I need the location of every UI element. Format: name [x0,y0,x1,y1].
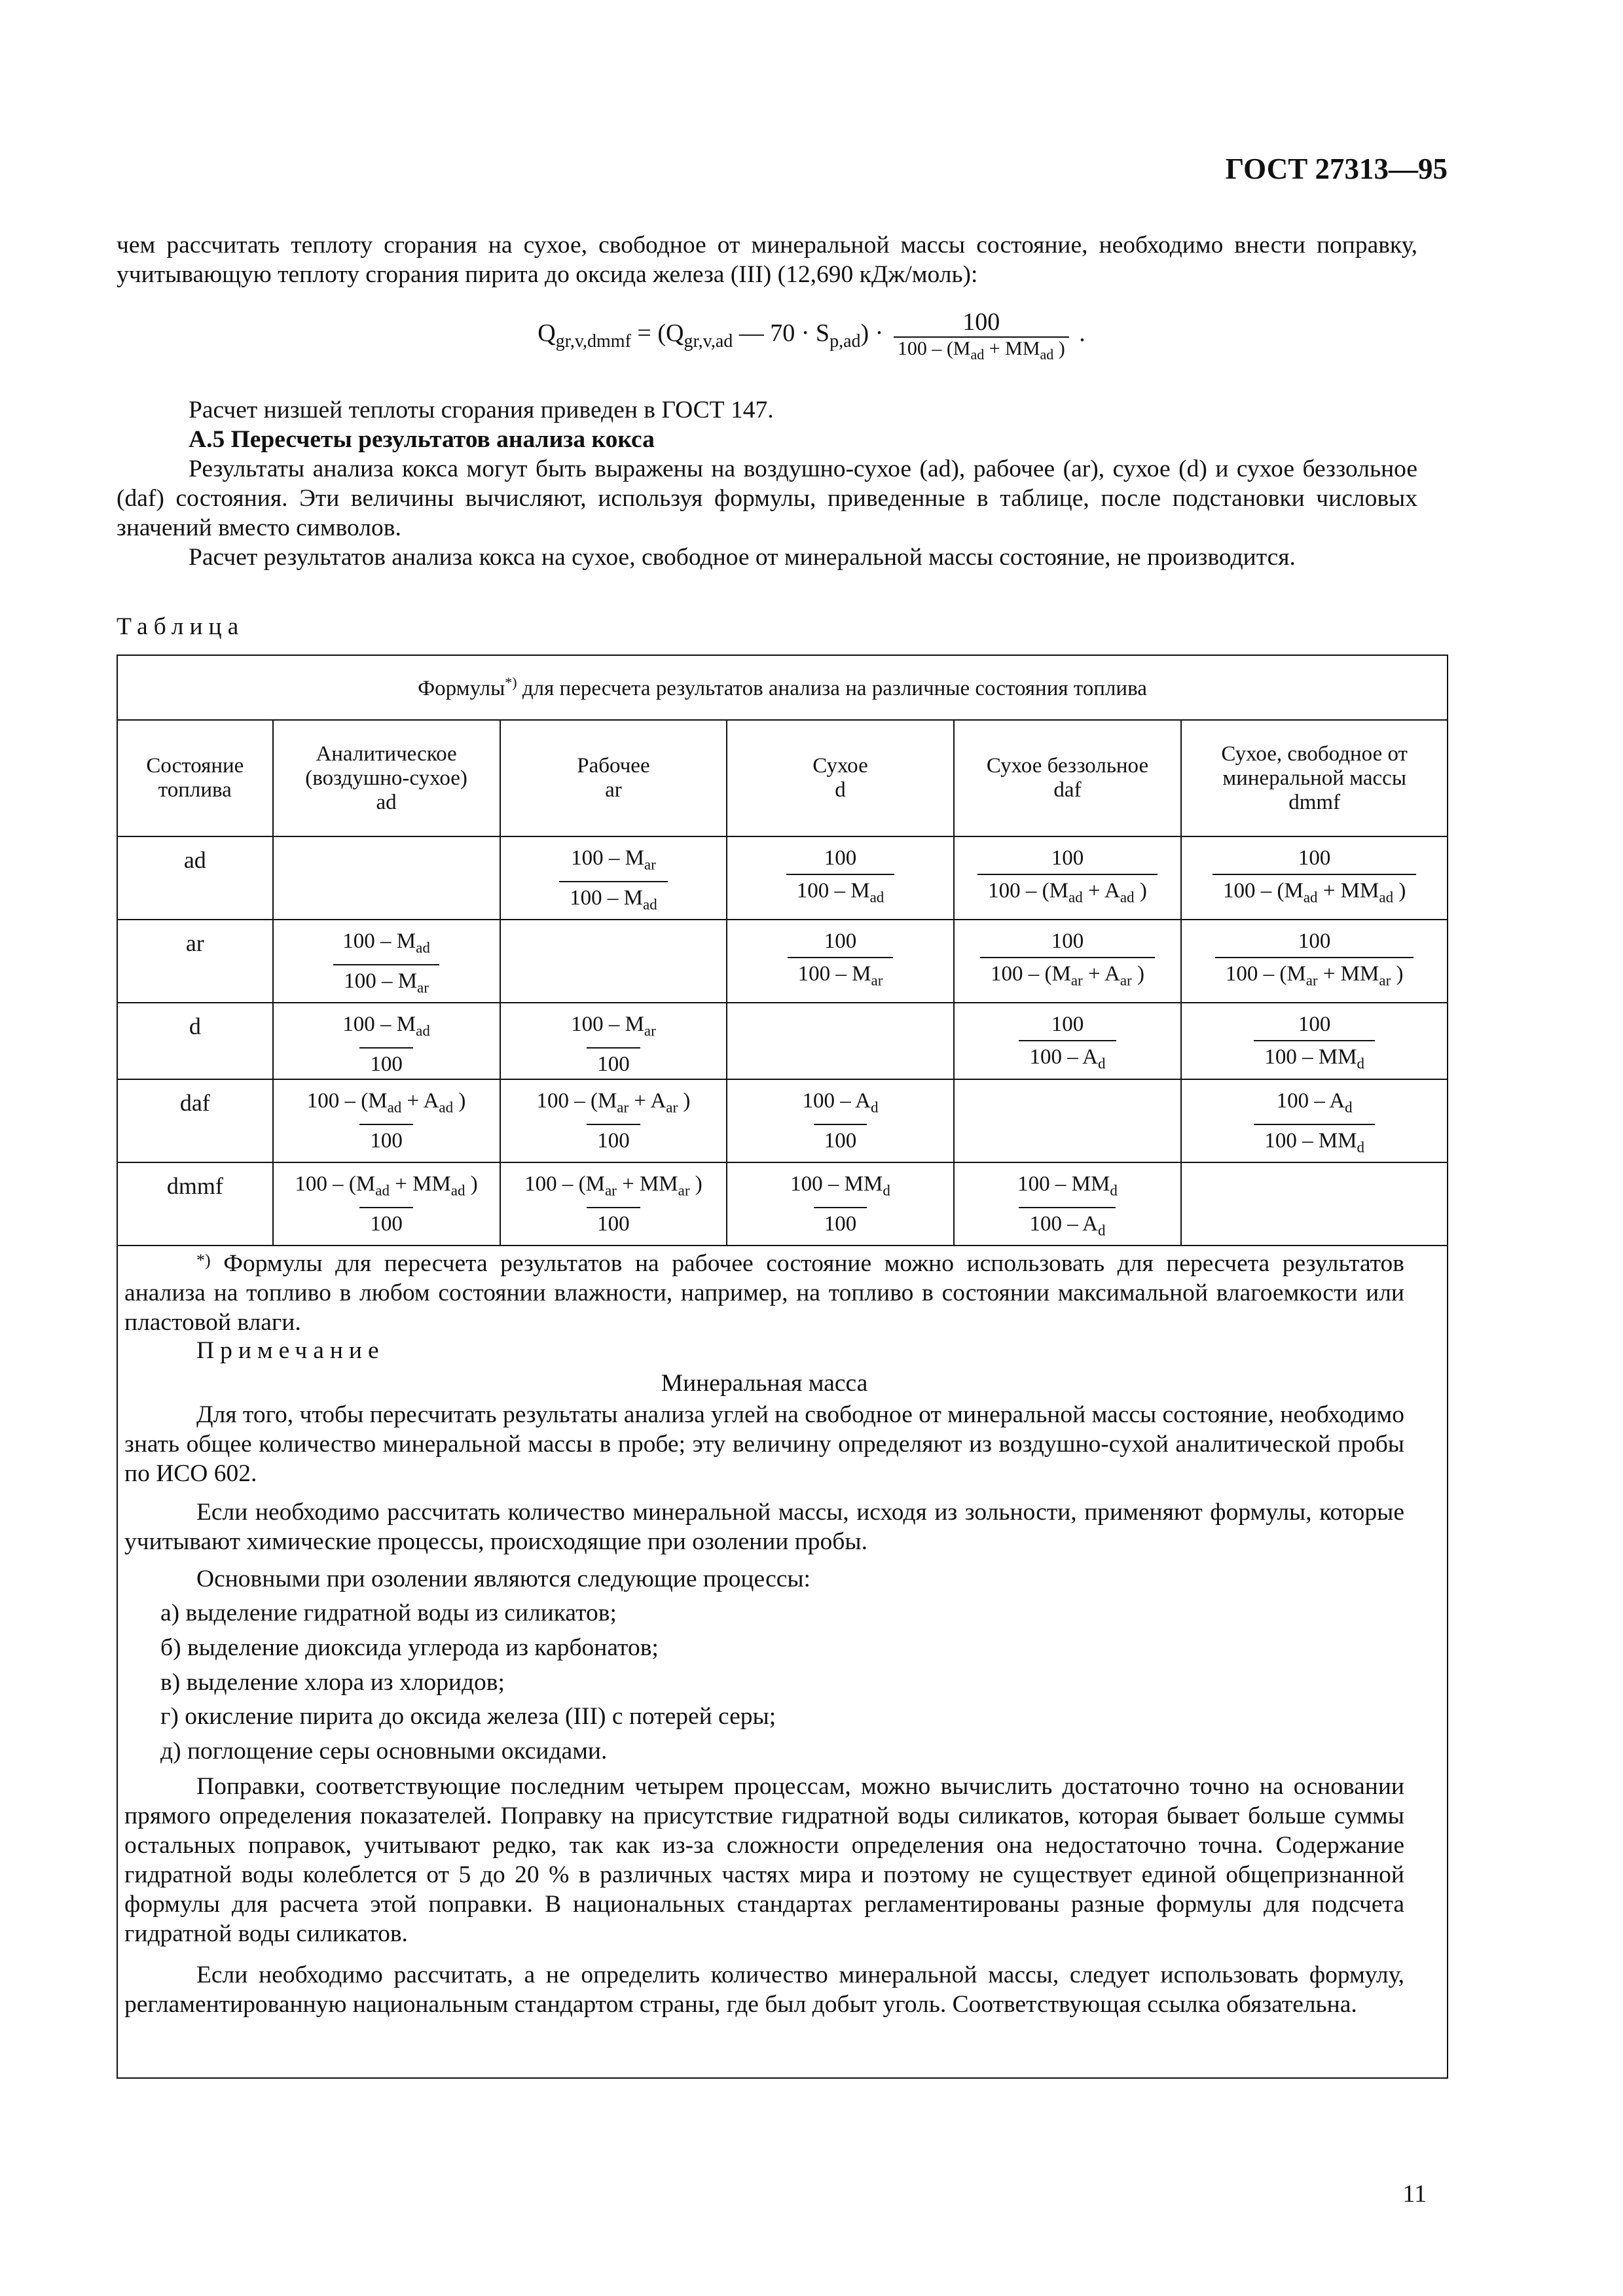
formula-text: 100 [597,1128,630,1153]
formula-text: 100 [1298,846,1331,870]
header-line: daf [1053,778,1082,802]
formula-text: 100 [370,1211,403,1236]
formula-text: 100 [1051,1013,1084,1037]
formula-text: 100 – (M [988,879,1068,903]
fraction-denominator [1254,1124,1375,1162]
row-label: ad [117,836,273,920]
fraction [792,1086,888,1155]
fraction-numerator [560,844,666,881]
table-row [117,920,1448,1003]
formula-subscript: ad [1120,889,1135,906]
formula-subscript: d [1345,1099,1353,1116]
formula-text: 100 [824,1128,857,1153]
formula-text: ) [1391,962,1404,986]
formula-text: 100 – A [802,1088,871,1113]
formula-text: 100 – M [570,886,643,910]
fraction-numerator [284,1170,488,1207]
note-paragraph: Основными при озолении являются следующие процессы: [196,1566,811,1592]
header-line: Состояние [146,754,244,778]
formula-q-sub: gr,v,ad [684,331,733,351]
table-row [117,836,1448,920]
formula-text: 100 – M [344,969,418,993]
formula-cell [500,1003,727,1079]
note-paragraph: Для того, чтобы пересчитать результаты анализа углей на свободное от минеральной массы состояние, необходимо знать общее количество минеральной массы в пробе; эту величину определяют из воздушно-сухой аналитической пробы по ИСО 602. [124,1401,1404,1487]
formula-text: 100 – M [571,1013,644,1037]
document-number: ГОСТ 27313—95 [1225,152,1448,185]
formula-text: 100 – (M [524,1172,605,1196]
formula-text: 100 – A [1029,1211,1098,1236]
fraction [1019,1010,1116,1079]
formula-subscript: ar [1070,972,1083,989]
formula-cell [500,836,727,920]
formula-subscript: ad [869,889,884,906]
conversion-table [117,655,1448,1246]
formula-text: 100 [370,1052,403,1076]
formula-lhs-sub: gr,v,dmmf [555,331,631,351]
fraction-denominator [1215,957,1414,996]
header-line: Сухое беззольное [986,754,1149,778]
fraction-denominator [359,1047,413,1079]
formula-subscript: ad [416,939,430,956]
formula-subscript: d [1097,1222,1106,1239]
formula-subscript: ar [644,1022,656,1039]
formula-cell [954,1079,1182,1162]
formula-subscript: ad [375,1182,390,1199]
note-label: Примечание [196,1337,385,1364]
formula-subscript: d [871,1099,879,1116]
formula-subscript: ar [617,1099,629,1116]
formula-end: . [1079,319,1085,348]
formula-subscript: ad [643,896,657,913]
fraction-numerator [560,1010,666,1047]
formula-cell [500,920,727,1003]
formula-subscript: ar [678,1182,690,1199]
header-working [500,720,727,836]
header-line: Сухое, свободное от [1221,742,1408,766]
formula-cell [1181,1003,1448,1079]
fraction [1215,927,1414,996]
den-sub1: ad [970,346,985,363]
formula-text: + A [629,1088,666,1113]
formula-text: 100 – MM [1017,1172,1110,1196]
formula-text: ) [1393,879,1406,903]
fraction-denominator [1019,1040,1116,1079]
formula-text: ) [678,1088,691,1113]
coke-paragraph: Результаты анализа кокса могут быть выражены на воздушно-сухое (ad), рабочее (ar), сухое (d) и сухое беззольное (daf) состояния. Эти величины вычисляют, используя формулы, приведенные в таблице, после подстановки числовых значений вместо символов. [117,456,1417,541]
formula-text: + A [1082,962,1120,986]
header-state [117,720,273,836]
footnote-mark: *) [196,1251,211,1270]
fraction [526,1086,701,1155]
footnote-text: Формулы для пересчета результатов на рабочее состояние можно использовать для пересчета результатов анализа на топливо в любом состоянии влажности, например, на топливо в состоянии максимальной влагоемкости или пластовой влаги. [124,1250,1404,1336]
formula-subscript: d [1357,1055,1365,1072]
table-row [117,1079,1448,1162]
formula-subscript: ad [450,1182,465,1199]
formula-subscript: ar [1120,972,1132,989]
fraction-numerator [514,1170,713,1207]
table-label: Таблица [117,613,245,640]
formula-subscript: ad [387,1099,402,1116]
formula-cell [1181,1079,1448,1162]
formula-text: + MM [616,1172,678,1196]
formula-eq: = (Q [637,319,684,348]
fraction-numerator [1288,1010,1341,1040]
row-label: ar [117,920,273,1003]
fraction [559,844,668,919]
formula-cell [727,836,953,920]
formula-cell [727,1079,953,1162]
formula-text: 100 – (M [306,1088,388,1113]
formula-s-sub: p,ad [830,331,861,351]
fraction-denominator [333,964,439,1003]
formula-denominator [894,336,1069,363]
fraction [1254,1086,1375,1162]
fraction-numerator [780,1170,901,1207]
formula-text: 100 – M [342,929,416,954]
formula-text: + MM [1317,962,1379,986]
header-line: топлива [158,778,232,802]
fraction [297,1086,477,1155]
header-line: ar [605,778,622,802]
den-sub2: ad [1040,346,1054,363]
fraction-denominator [559,881,668,920]
header-dry-ashfree [954,720,1182,836]
fraction [1213,844,1416,912]
header-line: (воздушно-сухое) [305,766,467,790]
note-paragraph: Если необходимо рассчитать количество минеральной массы, исходя из зольности, применяют формулы, которые учитывают химические процессы, происходящие при озолении пробы. [124,1499,1404,1555]
formula-subscript: ar [871,972,883,989]
formula-cell [1181,920,1448,1003]
formula-text: ) [453,1088,466,1113]
header-dry [727,720,953,836]
header-line: ad [376,790,397,814]
formula-text: + MM [389,1172,451,1196]
formula-cell [500,1079,727,1162]
fraction-numerator [332,1010,441,1047]
note-paragraph: Если необходимо рассчитать, а не определить количество минеральной массы, следует использовать формулу, регламентированную национальным стандартом страны, где был добыт уголь. Соответствующая ссылка обязательна. [124,1962,1404,2018]
fraction [977,844,1158,912]
formula-cell [727,1003,953,1079]
fraction [786,844,895,912]
formula-text: 100 – M [796,879,870,903]
row-label: dmmf [117,1162,273,1246]
formula-text: + A [1082,879,1120,903]
formula-text: 100 – (M [1225,962,1306,986]
fraction-denominator [587,1124,640,1155]
formula-subscript: d [1098,1055,1106,1072]
formula-lhs: Q [538,319,556,348]
formula-text: 100 – A [1276,1088,1345,1113]
header-line: Сухое [812,754,868,778]
header-line: dmmf [1288,790,1341,814]
formula-minus: — 70 · S [739,319,830,348]
fraction [332,927,441,1002]
fraction-denominator [977,874,1158,912]
section-heading: А.5 Пересчеты результатов анализа кокса [189,426,655,453]
formula-text: 100 [1298,1013,1331,1037]
table-caption-row [117,655,1448,720]
fraction-numerator [1041,844,1095,874]
formula-text: 100 [824,846,857,870]
formula-text: 100 – MM [1264,1045,1357,1069]
fraction-numerator [1288,927,1341,957]
row-label: d [117,1003,273,1079]
footnote [124,1246,1404,1337]
list-item: а) выделение гидратной воды из силикатов; [160,1600,617,1626]
header-line: Аналитическое [316,742,457,766]
fraction [560,1010,666,1079]
formula-subscript: d [1357,1139,1365,1156]
page-number: 11 [1402,2180,1427,2208]
header-dmmf [1181,720,1448,836]
fraction-denominator [587,1047,640,1079]
den-text: 100 – (M [897,338,971,359]
formula-subscript: ar [666,1099,678,1116]
fraction-denominator [1254,1040,1375,1079]
formula-text: 100 – (M [295,1172,376,1196]
formula-text: 100 – MM [1264,1128,1357,1153]
formula-cell [273,836,500,920]
formula-subscript: d [883,1182,890,1199]
fraction-numerator [332,927,441,964]
formula-text: 100 [370,1128,403,1153]
formula-text: ) [465,1172,478,1196]
table-caption [117,655,1448,720]
formula-cell [273,1079,500,1162]
formula-text: 100 [1298,929,1331,954]
caption-rest: для пересчета результатов анализа на различные состояния топлива [517,677,1147,700]
fraction-numerator [814,927,867,957]
list-item: б) выделение диоксида углерода из карбонатов; [160,1634,659,1661]
fraction-denominator [359,1124,413,1155]
list-item: г) окисление пирита до оксида железа (III) с потерей серы; [160,1703,776,1730]
formula-subscript: ad [1379,889,1394,906]
fraction-denominator [786,874,895,912]
formula-text: 100 – (M [536,1088,617,1113]
caption-mark: *) [505,674,517,691]
formula-text: 100 [1051,846,1084,870]
formula-text: 100 – M [571,846,644,870]
formula-text: + MM [1317,879,1379,903]
formula-text: 100 [597,1052,630,1076]
pyrite-correction-formula [0,308,1623,363]
formula-text: 100 – (M [991,962,1071,986]
formula-cell [954,920,1182,1003]
fraction [788,927,894,996]
fraction-numerator [1007,1170,1128,1207]
list-item: д) поглощение серы основными оксидами. [160,1738,608,1765]
formula-cell [273,920,500,1003]
formula-text: 100 – M [342,1013,416,1037]
formula-subscript: ad [439,1099,454,1116]
formula-cell [273,1003,500,1079]
formula-subscript: ar [1379,972,1391,989]
formula-subscript: ad [1068,889,1083,906]
formula-text: + A [401,1088,439,1113]
fraction-numerator [1041,1010,1095,1040]
formula-text: 100 – (M [1223,879,1304,903]
row-label: daf [117,1079,273,1162]
formula-text: 100 – A [1029,1045,1098,1069]
formula-text: 100 [597,1211,630,1236]
formula-text: ) [1134,879,1147,903]
fraction-numerator [814,844,867,874]
formula-close: ) · [860,319,884,348]
formula-text: 100 – M [797,962,871,986]
formula-subscript: ar [644,856,656,873]
formula-numerator: 100 [962,308,1000,336]
formula-text: 100 [1051,929,1084,954]
fraction-denominator [788,957,894,996]
formula-fraction [894,308,1069,363]
header-line: d [835,778,846,802]
fraction-denominator [980,957,1155,996]
formula-subscript: ar [417,979,429,996]
formula-text: ) [689,1172,702,1196]
fraction-denominator [1213,874,1416,912]
fraction-numerator [1266,1086,1363,1124]
header-line: Рабочее [577,754,650,778]
table-row [117,1003,1448,1079]
formula-text: 100 – MM [790,1172,883,1196]
note-paragraph: Поправки, соответствующие последним четырем процессам, можно вычислить достаточно точно на основании прямого определения показателей. Поправку на присутствие гидратной воды силикатов, которая бывает больше суммы остальных поправок, учитывают редко, так как из-за сложности определения она недостаточно точна. Содержание гидратной воды колеблется от 5 до 20 % в различных частях мира и поэтому не существует единой общепризнанной формулы для расчета этой поправки. В национальных стандартах регламентированы разные формулы для подсчета гидратной воды силикатов. [124,1773,1404,1947]
caption-text: Формулы [418,677,505,700]
fraction-denominator [814,1124,867,1155]
header-line: минеральной массы [1222,766,1406,790]
den-mid: + MM [989,338,1040,359]
table-header-row [117,720,1448,836]
formula-subscript: ad [416,1022,430,1039]
note-title: Минеральная масса [661,1370,868,1397]
intro-paragraph: чем рассчитать теплоту сгорания на сухое, свободное от минеральной массы состояние, необходимо внести поправку, учитывающую теплоту сгорания пирита до оксида железа (III) (12,690 кДж/моль): [117,232,1417,288]
formula-subscript: ar [604,1182,617,1199]
fraction-numerator [792,1086,888,1124]
formula-text: 100 [824,1211,857,1236]
header-analytic [273,720,500,836]
formula-cell [954,1003,1182,1079]
formula-subscript: ad [1303,889,1318,906]
formula-cell [1181,836,1448,920]
fraction-numerator [1288,844,1341,874]
lower-heat-note: Расчет низшей теплоты сгорания приведен в ГОСТ 147. [189,397,774,423]
formula-cell [727,920,953,1003]
fraction-numerator [297,1086,477,1124]
formula-subscript: ar [1305,972,1318,989]
no-calculation-paragraph: Расчет результатов анализа кокса на сухое, свободное от минеральной массы состояние, не производится. [189,544,1296,571]
den-close: ) [1058,338,1065,359]
fraction [1254,1010,1375,1079]
list-item: в) выделение хлора из хлоридов; [160,1669,505,1696]
formula-cell [954,836,1182,920]
fraction-numerator [526,1086,701,1124]
formula-text: ) [1131,962,1144,986]
fraction [332,1010,441,1079]
formula-subscript: d [1110,1182,1118,1199]
formula-text: 100 [824,929,857,954]
fraction-numerator [1041,927,1095,957]
fraction [980,927,1155,996]
